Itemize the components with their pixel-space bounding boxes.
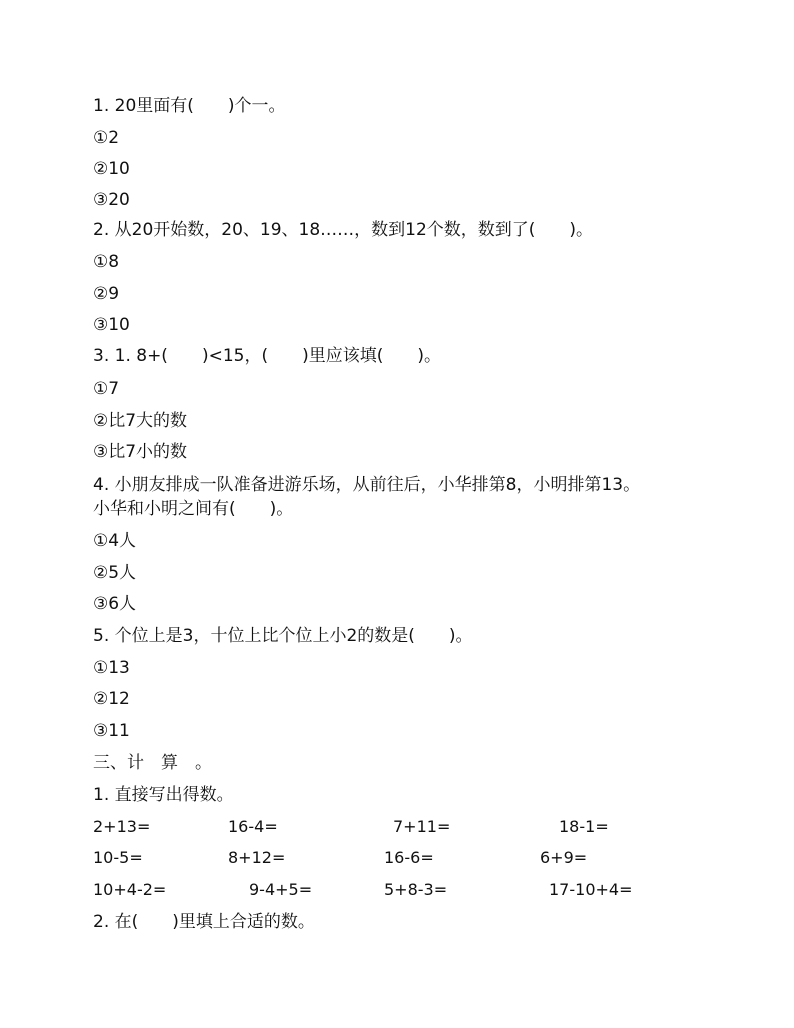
q5-option-1: ①13 [93,658,130,678]
question-4-line-2: 小华和小明之间有( )。 [93,499,294,519]
q2-option-2: ②9 [93,284,120,304]
calc-item: 2+13= [93,817,151,836]
calc-item: 6+9= [540,848,588,867]
q1-option-1: ①2 [93,128,120,148]
calc-item: 16-6= [384,848,434,867]
q5-option-3: ③11 [93,721,130,741]
calc-item: 10+4-2= [93,880,167,899]
question-3: 3. 1. 8+( )<15，( )里应该填( )。 [93,346,441,366]
calc-instruction-2: 2. 在( )里填上合适的数。 [93,912,315,932]
section-heading: 三、计 算 。 [93,753,212,773]
calc-item: 18-1= [559,817,609,836]
calc-item: 10-5= [93,848,143,867]
calc-instruction-1: 1. 直接写出得数。 [93,785,234,805]
calc-item: 5+8-3= [384,880,448,899]
q1-option-3: ③20 [93,190,130,210]
question-5: 5. 个位上是3，十位上比个位上小2的数是( )。 [93,626,473,646]
q5-option-2: ②12 [93,689,130,709]
question-2: 2. 从20开始数，20、19、18……，数到12个数，数到了( )。 [93,220,594,240]
question-4-line-1: 4. 小朋友排成一队准备进游乐场，从前往后，小华排第8，小明排第13。 [93,475,641,495]
q2-option-3: ③10 [93,315,130,335]
q3-option-3: ③比7小的数 [93,442,188,462]
question-1: 1. 20里面有( )个一。 [93,96,286,116]
calc-item: 17-10+4= [549,880,633,899]
q3-option-1: ①7 [93,379,120,399]
calc-item: 7+11= [393,817,451,836]
q1-option-2: ②10 [93,159,130,179]
q4-option-2: ②5人 [93,563,137,583]
calc-item: 8+12= [228,848,286,867]
q2-option-1: ①8 [93,252,120,272]
q4-option-1: ①4人 [93,531,137,551]
q3-option-2: ②比7大的数 [93,411,188,431]
calc-item: 9-4+5= [249,880,313,899]
calc-item: 16-4= [228,817,278,836]
q4-option-3: ③6人 [93,594,137,614]
